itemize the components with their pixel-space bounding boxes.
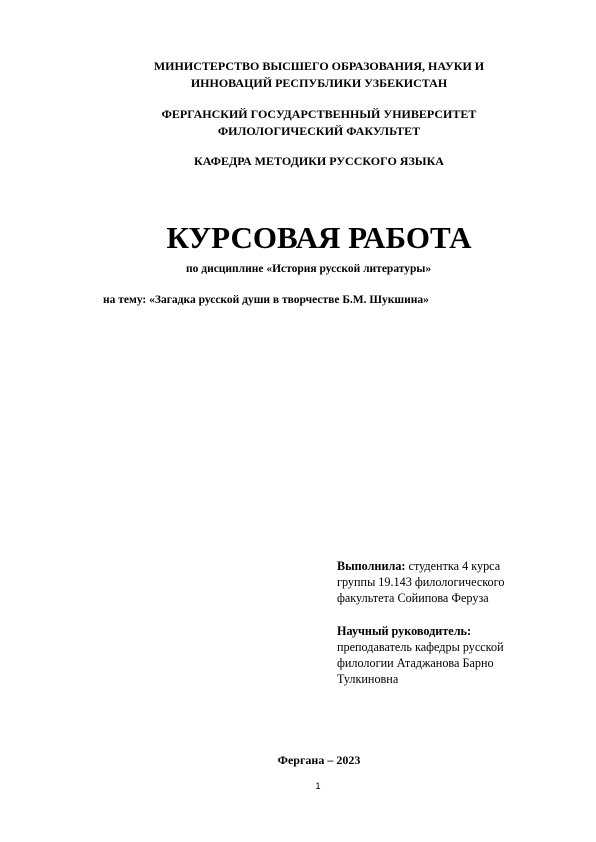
supervisor-line-3: филологии Атаджанова Барно: [337, 656, 494, 670]
university-heading: [92, 106, 546, 140]
author-line-3: факультета Сойипова Феруза: [337, 591, 489, 605]
supervisor-label: Научный руководитель:: [337, 624, 472, 638]
department-name: КАФЕДРА МЕТОДИКИ РУССКОГО ЯЗЫКА: [194, 154, 444, 168]
page-number: 1: [315, 781, 321, 791]
supervisor-block: [337, 623, 547, 687]
author-line-2: группы 19.143 филологического: [337, 575, 505, 589]
author-line-1: [337, 558, 547, 574]
document-type-title: КУРСОВАЯ РАБОТА: [166, 220, 472, 255]
department-heading: [92, 153, 546, 170]
faculty-name: ФИЛОЛОГИЧЕСКИЙ ФАКУЛЬТЕТ: [217, 124, 421, 138]
author-block: [337, 558, 547, 606]
topic-line: на тему: «Загадка русской души в творчестве Б.М. Шукшина»: [103, 294, 429, 306]
city-year: Фергана – 2023: [277, 753, 361, 767]
ministry-heading: [92, 58, 546, 92]
supervisor-line-2: преподаватель кафедры русской: [337, 640, 504, 654]
author-line-1-text: студентка 4 курса: [405, 559, 501, 573]
ministry-line-2: ИННОВАЦИЙ РЕСПУБЛИКИ УЗБЕКИСТАН: [190, 76, 448, 90]
university-name: ФЕРГАНСКИЙ ГОСУДАРСТВЕННЫЙ УНИВЕРСИТЕТ: [161, 107, 477, 121]
supervisor-line-4: Тулкиновна: [337, 672, 399, 686]
author-label: Выполнила:: [337, 559, 406, 573]
discipline-line: по дисциплине «История русской литературы»: [186, 263, 432, 275]
ministry-line-1: МИНИСТЕРСТВО ВЫСШЕГО ОБРАЗОВАНИЯ, НАУКИ И: [153, 59, 485, 73]
